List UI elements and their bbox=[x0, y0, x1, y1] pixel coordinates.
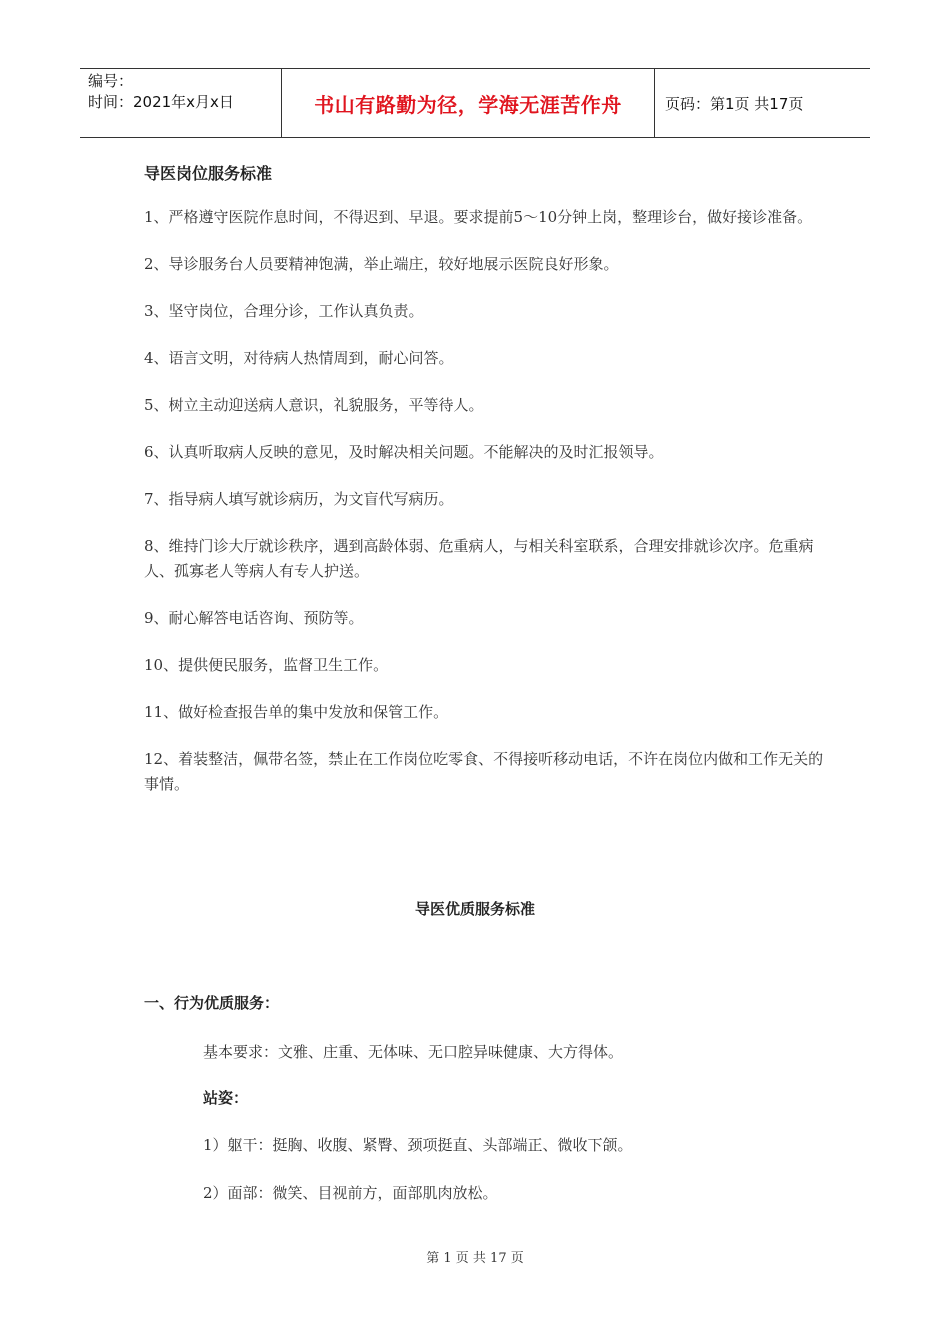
list-item: 7、指导病人填写就诊病历，为文盲代写病历。 bbox=[144, 490, 454, 508]
posture-point: 2）面部：微笑、目视前方，面部肌肉放松。 bbox=[203, 1184, 498, 1202]
basic-requirement: 基本要求：文雅、庄重、无体味、无口腔异味健康、大方得体。 bbox=[203, 1043, 624, 1061]
list-item: 4、语言文明，对待病人热情周到，耐心问答。 bbox=[144, 349, 454, 367]
sub-heading: 一、行为优质服务： bbox=[144, 994, 280, 1012]
header-motto: 书山有路勤为径，学海无涯苦作舟 bbox=[282, 69, 655, 137]
time-label: 时间：2021年x月x日 bbox=[88, 93, 234, 111]
header-meta bbox=[80, 69, 282, 137]
list-item: 3、坚守岗位，合理分诊，工作认真负责。 bbox=[144, 302, 424, 320]
list-item: 2、导诊服务台人员要精神饱满，举止端庄，较好地展示医院良好形象。 bbox=[144, 255, 619, 273]
list-item: 5、树立主动迎送病人意识，礼貌服务，平等待人。 bbox=[144, 396, 484, 414]
list-item: 8、维持门诊大厅就诊秩序，遇到高龄体弱、危重病人，与相关科室联系，合理安排就诊次序。危重病人、孤寡老人等病人有专人护送。 bbox=[144, 537, 814, 580]
stand-label: 站姿： bbox=[203, 1089, 249, 1107]
document-title: 导医岗位服务标准 bbox=[144, 164, 273, 183]
posture-point: 1）躯干：挺胸、收腹、紧臀、颈项挺直、头部端正、微收下颌。 bbox=[203, 1136, 633, 1154]
standards-list bbox=[144, 205, 824, 819]
header-page-info: 页码：第1页 共17页 bbox=[665, 94, 804, 113]
list-item: 9、耐心解答电话咨询、预防等。 bbox=[144, 609, 364, 627]
list-item: 6、认真听取病人反映的意见，及时解决相关问题。不能解决的及时汇报领导。 bbox=[144, 443, 664, 461]
number-label: 编号： bbox=[88, 72, 134, 90]
list-item: 11、做好检查报告单的集中发放和保管工作。 bbox=[144, 703, 449, 721]
section-title: 导医优质服务标准 bbox=[414, 900, 535, 918]
page-footer: 第 1 页 共 17 页 bbox=[426, 1251, 524, 1266]
list-item: 1、严格遵守医院作息时间，不得迟到、早退。要求提前5～10分钟上岗，整理诊台，做好接诊准备。 bbox=[144, 208, 813, 226]
list-item: 12、着装整洁，佩带名签，禁止在工作岗位吃零食、不得接听移动电话，不许在岗位内做和工作无关的事情。 bbox=[144, 750, 824, 793]
page-header bbox=[80, 68, 870, 138]
list-item: 10、提供便民服务，监督卫生工作。 bbox=[144, 656, 389, 674]
